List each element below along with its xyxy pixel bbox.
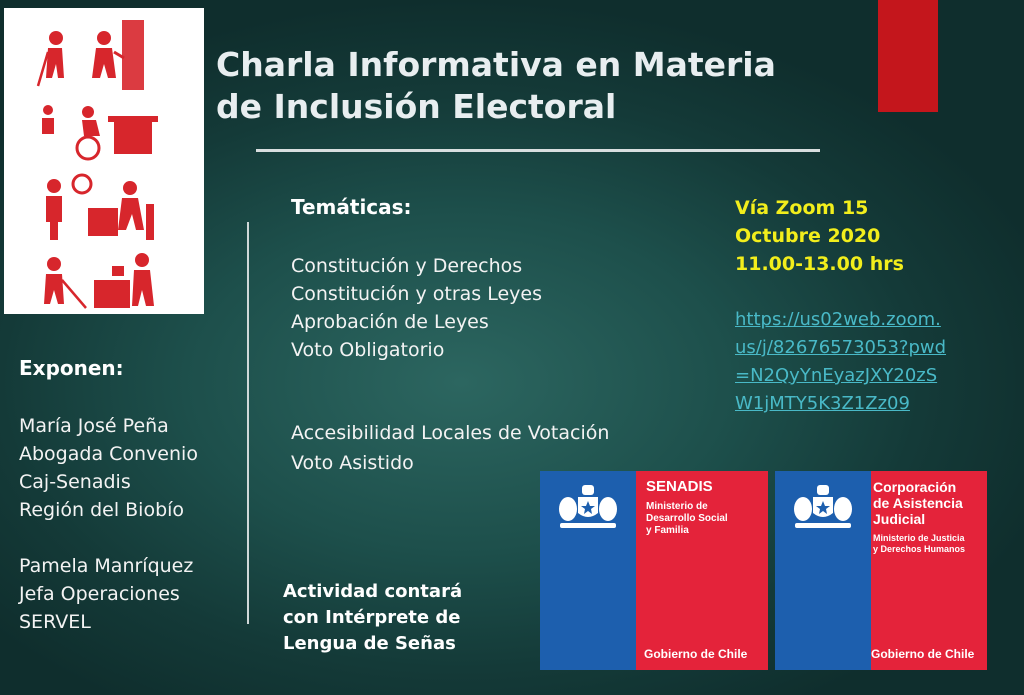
red-accent-bar — [878, 0, 938, 112]
event-date-line: Vía Zoom 15 — [735, 197, 869, 219]
zoom-link-line[interactable]: https://us02web.zoom. — [735, 309, 941, 330]
ministry-line: Desarrollo Social — [646, 513, 728, 524]
topic-item: Constitución y otras Leyes — [291, 283, 543, 305]
speaker-line: Abogada Convenio — [19, 443, 198, 465]
caj-ministry — [873, 533, 965, 555]
speaker-line: Pamela Manríquez — [19, 555, 194, 577]
topics-list-2 — [291, 418, 609, 478]
event-date-line: Octubre 2020 — [735, 225, 881, 247]
title-divider — [256, 149, 820, 152]
topic-item: Voto Asistido — [291, 452, 414, 474]
zoom-link-line[interactable]: us/j/82676573053?pwd — [735, 337, 947, 358]
topics-list-1 — [291, 252, 542, 364]
caj-name-line: de Asistencia — [873, 495, 963, 511]
page-title — [216, 44, 856, 128]
interpreter-line: con Intérprete de — [283, 607, 461, 628]
caj-logo — [775, 471, 987, 670]
voting-pictograms-panel — [4, 8, 204, 314]
vertical-divider — [247, 222, 249, 624]
topic-item: Accesibilidad Locales de Votación — [291, 422, 610, 444]
event-date — [735, 194, 904, 278]
caj-name — [873, 479, 963, 527]
interpreter-line: Lengua de Señas — [283, 633, 456, 654]
topic-item: Constitución y Derechos — [291, 255, 523, 277]
ministry-line: Ministerio de — [646, 501, 708, 512]
title-line-1: Charla Informativa en Materia — [216, 45, 776, 84]
ministry-line: Ministerio de Justicia — [873, 533, 965, 543]
speaker-spacer — [19, 524, 198, 552]
ministry-line: y Derechos Humanos — [873, 544, 966, 554]
gobierno-label: Gobierno de Chile — [644, 647, 748, 661]
speaker-line: Caj-Senadis — [19, 471, 131, 493]
speaker-line: María José Peña — [19, 415, 169, 437]
exponen-heading: Exponen: — [19, 356, 124, 380]
senadis-ministry — [646, 501, 728, 537]
tematicas-heading: Temáticas: — [291, 195, 412, 219]
title-line-2: de Inclusión Electoral — [216, 87, 617, 126]
topic-item: Aprobación de Leyes — [291, 311, 489, 333]
topic-item: Voto Obligatorio — [291, 339, 445, 361]
gobierno-label: Gobierno de Chile — [871, 647, 975, 661]
logo-blue-band — [775, 471, 871, 670]
interpreter-note — [283, 579, 533, 657]
interpreter-line: Actividad contará — [283, 581, 463, 602]
senadis-logo — [540, 471, 768, 670]
voting-pictograms-icon — [4, 8, 204, 314]
speakers-list — [19, 412, 198, 636]
speaker-line: SERVEL — [19, 611, 91, 633]
speaker-line: Jefa Operaciones — [19, 583, 180, 605]
ministry-line: y Familia — [646, 525, 689, 536]
senadis-name: SENADIS — [646, 478, 713, 495]
zoom-link-line[interactable]: =N2QyYnEyazJXY20zS — [735, 365, 938, 386]
speaker-line: Región del Biobío — [19, 499, 185, 521]
zoom-link-line[interactable]: W1jMTY5K3Z1Zz09 — [735, 393, 910, 414]
caj-name-line: Judicial — [873, 511, 926, 527]
event-date-line: 11.00-13.00 hrs — [735, 253, 904, 275]
zoom-link[interactable] — [735, 306, 946, 418]
logo-blue-band — [540, 471, 636, 670]
caj-name-line: Corporación — [873, 479, 957, 495]
chile-coat-of-arms-icon — [787, 479, 859, 533]
chile-coat-of-arms-icon — [552, 479, 624, 533]
